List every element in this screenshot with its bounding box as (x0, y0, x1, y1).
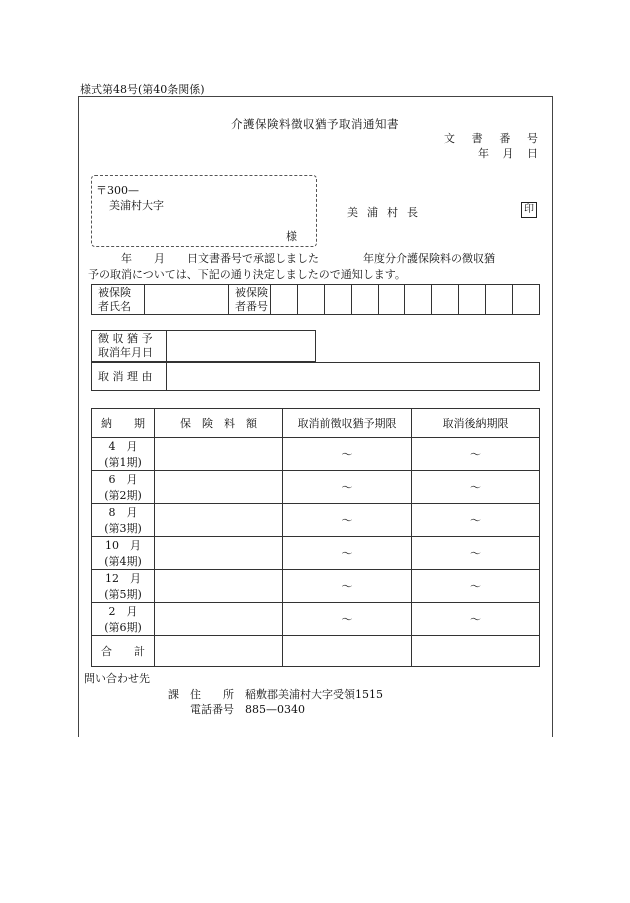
insured-number-digit[interactable] (297, 285, 324, 315)
mayor-title: 美浦村長 (347, 206, 427, 219)
term-number: (第3期) (104, 522, 142, 535)
defer-cancel-date-field[interactable] (167, 331, 316, 362)
cancel-reason-field[interactable] (167, 363, 540, 391)
term-number: (第6期) (104, 621, 142, 634)
label-line: 徴 収 猶 予 (98, 332, 153, 345)
before-deadline-field[interactable]: ～ (283, 471, 412, 504)
after-deadline-field[interactable]: ～ (412, 603, 540, 636)
label-line: 被保険 (235, 285, 268, 299)
doc-number-char: 文 (444, 132, 455, 145)
contact-address: 課 住 所 稲敷郡美浦村大字受領1515 (168, 688, 383, 701)
after-deadline-field[interactable]: ～ (412, 504, 540, 537)
premium-field[interactable] (155, 438, 283, 471)
before-deadline-field[interactable]: ～ (283, 603, 412, 636)
date-year: 年 (478, 147, 489, 160)
header-premium: 保 険 料 額 (155, 409, 283, 438)
contact-phone: 電話番号 885—0340 (190, 703, 305, 716)
label-line: 取消年月日 (98, 346, 153, 359)
postal-code: 〒300— (96, 184, 139, 197)
insured-number-digit[interactable] (405, 285, 432, 315)
table-row (92, 603, 540, 636)
cancel-reason-label (92, 363, 167, 391)
total-premium-field[interactable] (155, 636, 283, 667)
address-line: 美浦村大字 (109, 199, 164, 212)
date-day: 日 (527, 147, 538, 160)
term-month: 2 月 (108, 605, 138, 618)
after-deadline-field[interactable]: ～ (412, 570, 540, 603)
after-deadline-field[interactable]: ～ (412, 471, 540, 504)
table-row (92, 471, 540, 504)
premium-field[interactable] (155, 570, 283, 603)
label-line: 者番号 (235, 299, 268, 313)
term-number: (第5期) (104, 588, 142, 601)
seal-icon: 印 (521, 202, 537, 218)
before-deadline-field[interactable]: ～ (283, 438, 412, 471)
before-deadline-field[interactable]: ～ (283, 570, 412, 603)
label-line: 取 消 理 由 (98, 369, 153, 383)
table-row (92, 438, 540, 471)
insured-number-digit[interactable] (513, 285, 540, 315)
insured-name-label (92, 285, 145, 315)
term-month: 6 月 (108, 473, 138, 486)
total-label: 合 計 (92, 636, 155, 667)
term-cell (92, 504, 155, 537)
header-before-deadline: 取消前徴収猶予期限 (283, 409, 412, 438)
insured-number-digit[interactable] (486, 285, 513, 315)
label-line: 被保険 (98, 285, 131, 299)
document-title: 介護保険料徴収猶予取消通知書 (231, 117, 399, 131)
term-cell (92, 537, 155, 570)
body-text-line-1: 年 月 日文書番号で承認しました 年度分介護保険料の徴収猶 (88, 252, 495, 265)
after-deadline-field[interactable]: ～ (412, 537, 540, 570)
after-deadline-field[interactable]: ～ (412, 438, 540, 471)
header-after-deadline: 取消後納期限 (412, 409, 540, 438)
insured-number-digit[interactable] (324, 285, 351, 315)
premium-field[interactable] (155, 537, 283, 570)
doc-number-char: 書 (471, 132, 483, 145)
insured-number-digit[interactable] (432, 285, 459, 315)
payment-schedule-table (91, 408, 540, 667)
term-month: 8 月 (108, 506, 138, 519)
doc-number-char: 番 (499, 132, 511, 145)
insured-number-digit[interactable] (271, 285, 298, 315)
term-month: 12 月 (105, 572, 141, 585)
insured-name-field[interactable] (145, 285, 229, 315)
before-deadline-field[interactable]: ～ (283, 504, 412, 537)
label-line: 者氏名 (98, 299, 131, 313)
term-cell (92, 603, 155, 636)
term-month: 10 月 (105, 539, 141, 552)
insured-info-table (91, 284, 540, 315)
insured-number-label (229, 285, 271, 315)
premium-field[interactable] (155, 603, 283, 636)
header-term: 納 期 (92, 409, 155, 438)
body-text-line-2: 予の取消については、下記の通り決定しましたので通知します。 (88, 268, 406, 281)
before-deadline-field[interactable]: ～ (283, 537, 412, 570)
cancel-reason-table (91, 362, 540, 391)
premium-field[interactable] (155, 504, 283, 537)
insured-number-digit[interactable] (459, 285, 486, 315)
term-cell (92, 438, 155, 471)
form-reference: 様式第48号(第40条関係) (80, 83, 205, 96)
table-row (92, 570, 540, 603)
contact-label: 問い合わせ先 (84, 672, 150, 685)
term-cell (92, 471, 155, 504)
doc-number-char: 号 (526, 132, 538, 145)
term-number: (第4期) (104, 555, 142, 568)
date-month: 月 (502, 147, 514, 160)
total-row (92, 636, 540, 667)
term-number: (第2期) (104, 489, 142, 502)
term-cell (92, 570, 155, 603)
total-after-field[interactable] (412, 636, 540, 667)
issue-date (478, 145, 538, 161)
premium-field[interactable] (155, 471, 283, 504)
honorific: 様 (286, 230, 297, 243)
insured-number-digit[interactable] (378, 285, 405, 315)
table-row (92, 504, 540, 537)
defer-cancel-date-table (91, 330, 316, 362)
insured-number-digit[interactable] (351, 285, 378, 315)
defer-cancel-date-label (92, 331, 167, 362)
term-month: 4 月 (108, 440, 138, 453)
term-number: (第1期) (104, 456, 142, 469)
doc-number-label (444, 130, 538, 146)
table-row (92, 537, 540, 570)
total-before-field[interactable] (283, 636, 412, 667)
